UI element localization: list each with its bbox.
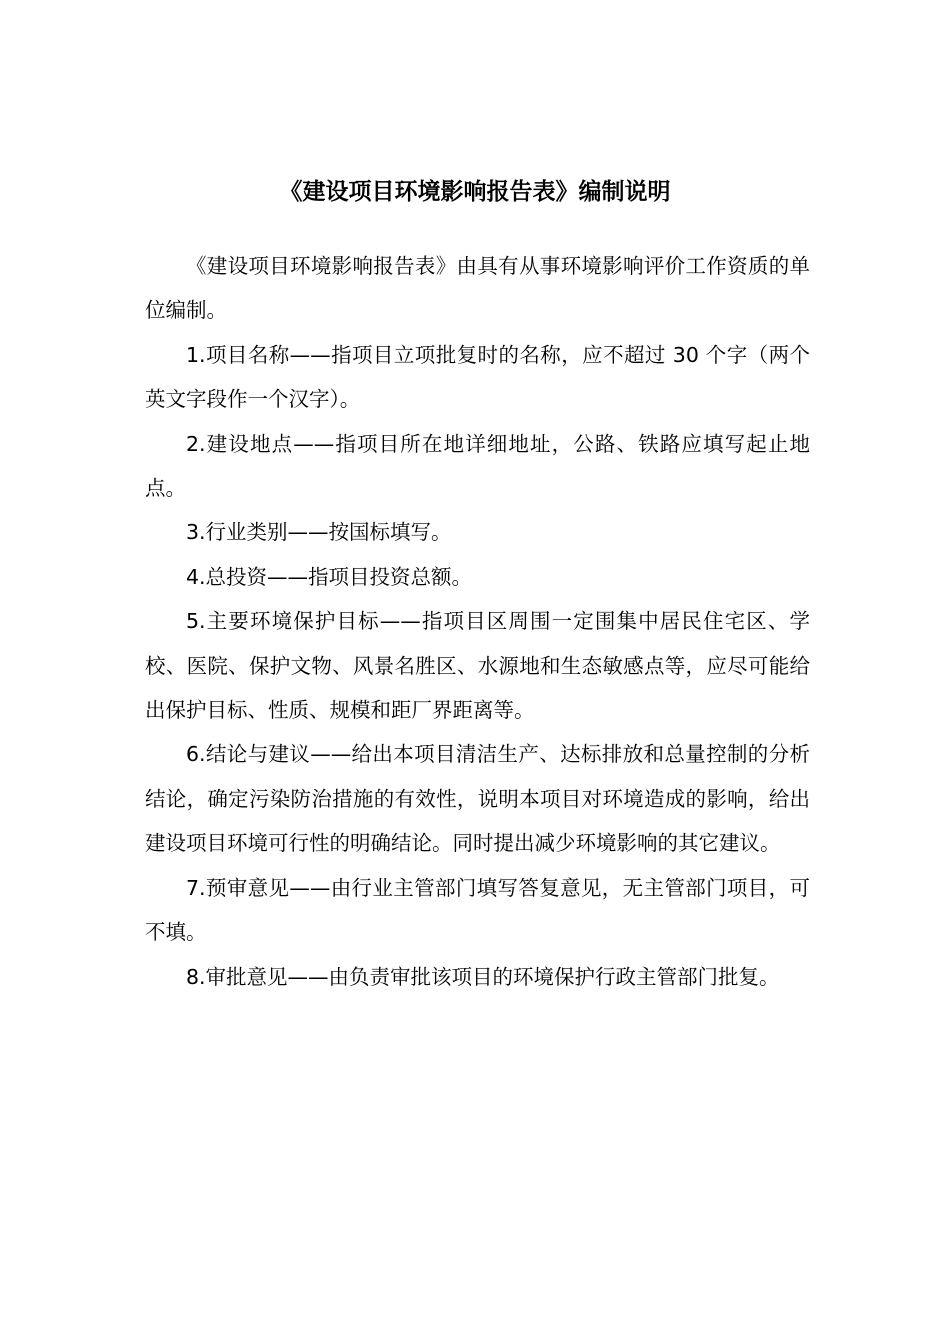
- document-title: 《建设项目环境影响报告表》编制说明: [279, 179, 671, 205]
- item-protection-targets: 5.主要环境保护目标——指项目区周围一定围集中居民住宅区、学校、医院、保护文物、风景名胜区、水源地和生态敏感点等，应尽可能给出保护目标、性质、规模和距厂界距离等。: [145, 609, 810, 723]
- item-total-investment: 4.总投资——指项目投资总额。: [186, 564, 473, 589]
- item-pre-review-opinion: 7.预审意见——由行业主管部门填写答复意见，无主管部门项目，可不填。: [145, 875, 810, 945]
- intro-paragraph: 《建设项目环境影响报告表》由具有从事环境影响评价工作资质的单位编制。: [145, 254, 810, 323]
- item-approval-opinion: 8.审批意见——由负责审批该项目的环境保护行政主管部门批复。: [186, 964, 780, 989]
- item-construction-site: 2.建设地点——指项目所在地详细地址，公路、铁路应填写起止地点。: [145, 431, 810, 501]
- document-body: [145, 244, 810, 999]
- item-conclusions: 6.结论与建议——给出本项目清洁生产、达标排放和总量控制的分析结论，确定污染防治措施的有效性，说明本项目对环境造成的影响，给出建设项目环境可行性的明确结论。同时提出减少环境影响的其它建议。: [145, 742, 810, 856]
- item-project-name: 1.项目名称——指项目立项批复时的名称，应不超过 30 个字（两个英文字段作一个汉字）。: [145, 342, 810, 412]
- item-industry-category: 3.行业类别——按国标填写。: [186, 520, 452, 545]
